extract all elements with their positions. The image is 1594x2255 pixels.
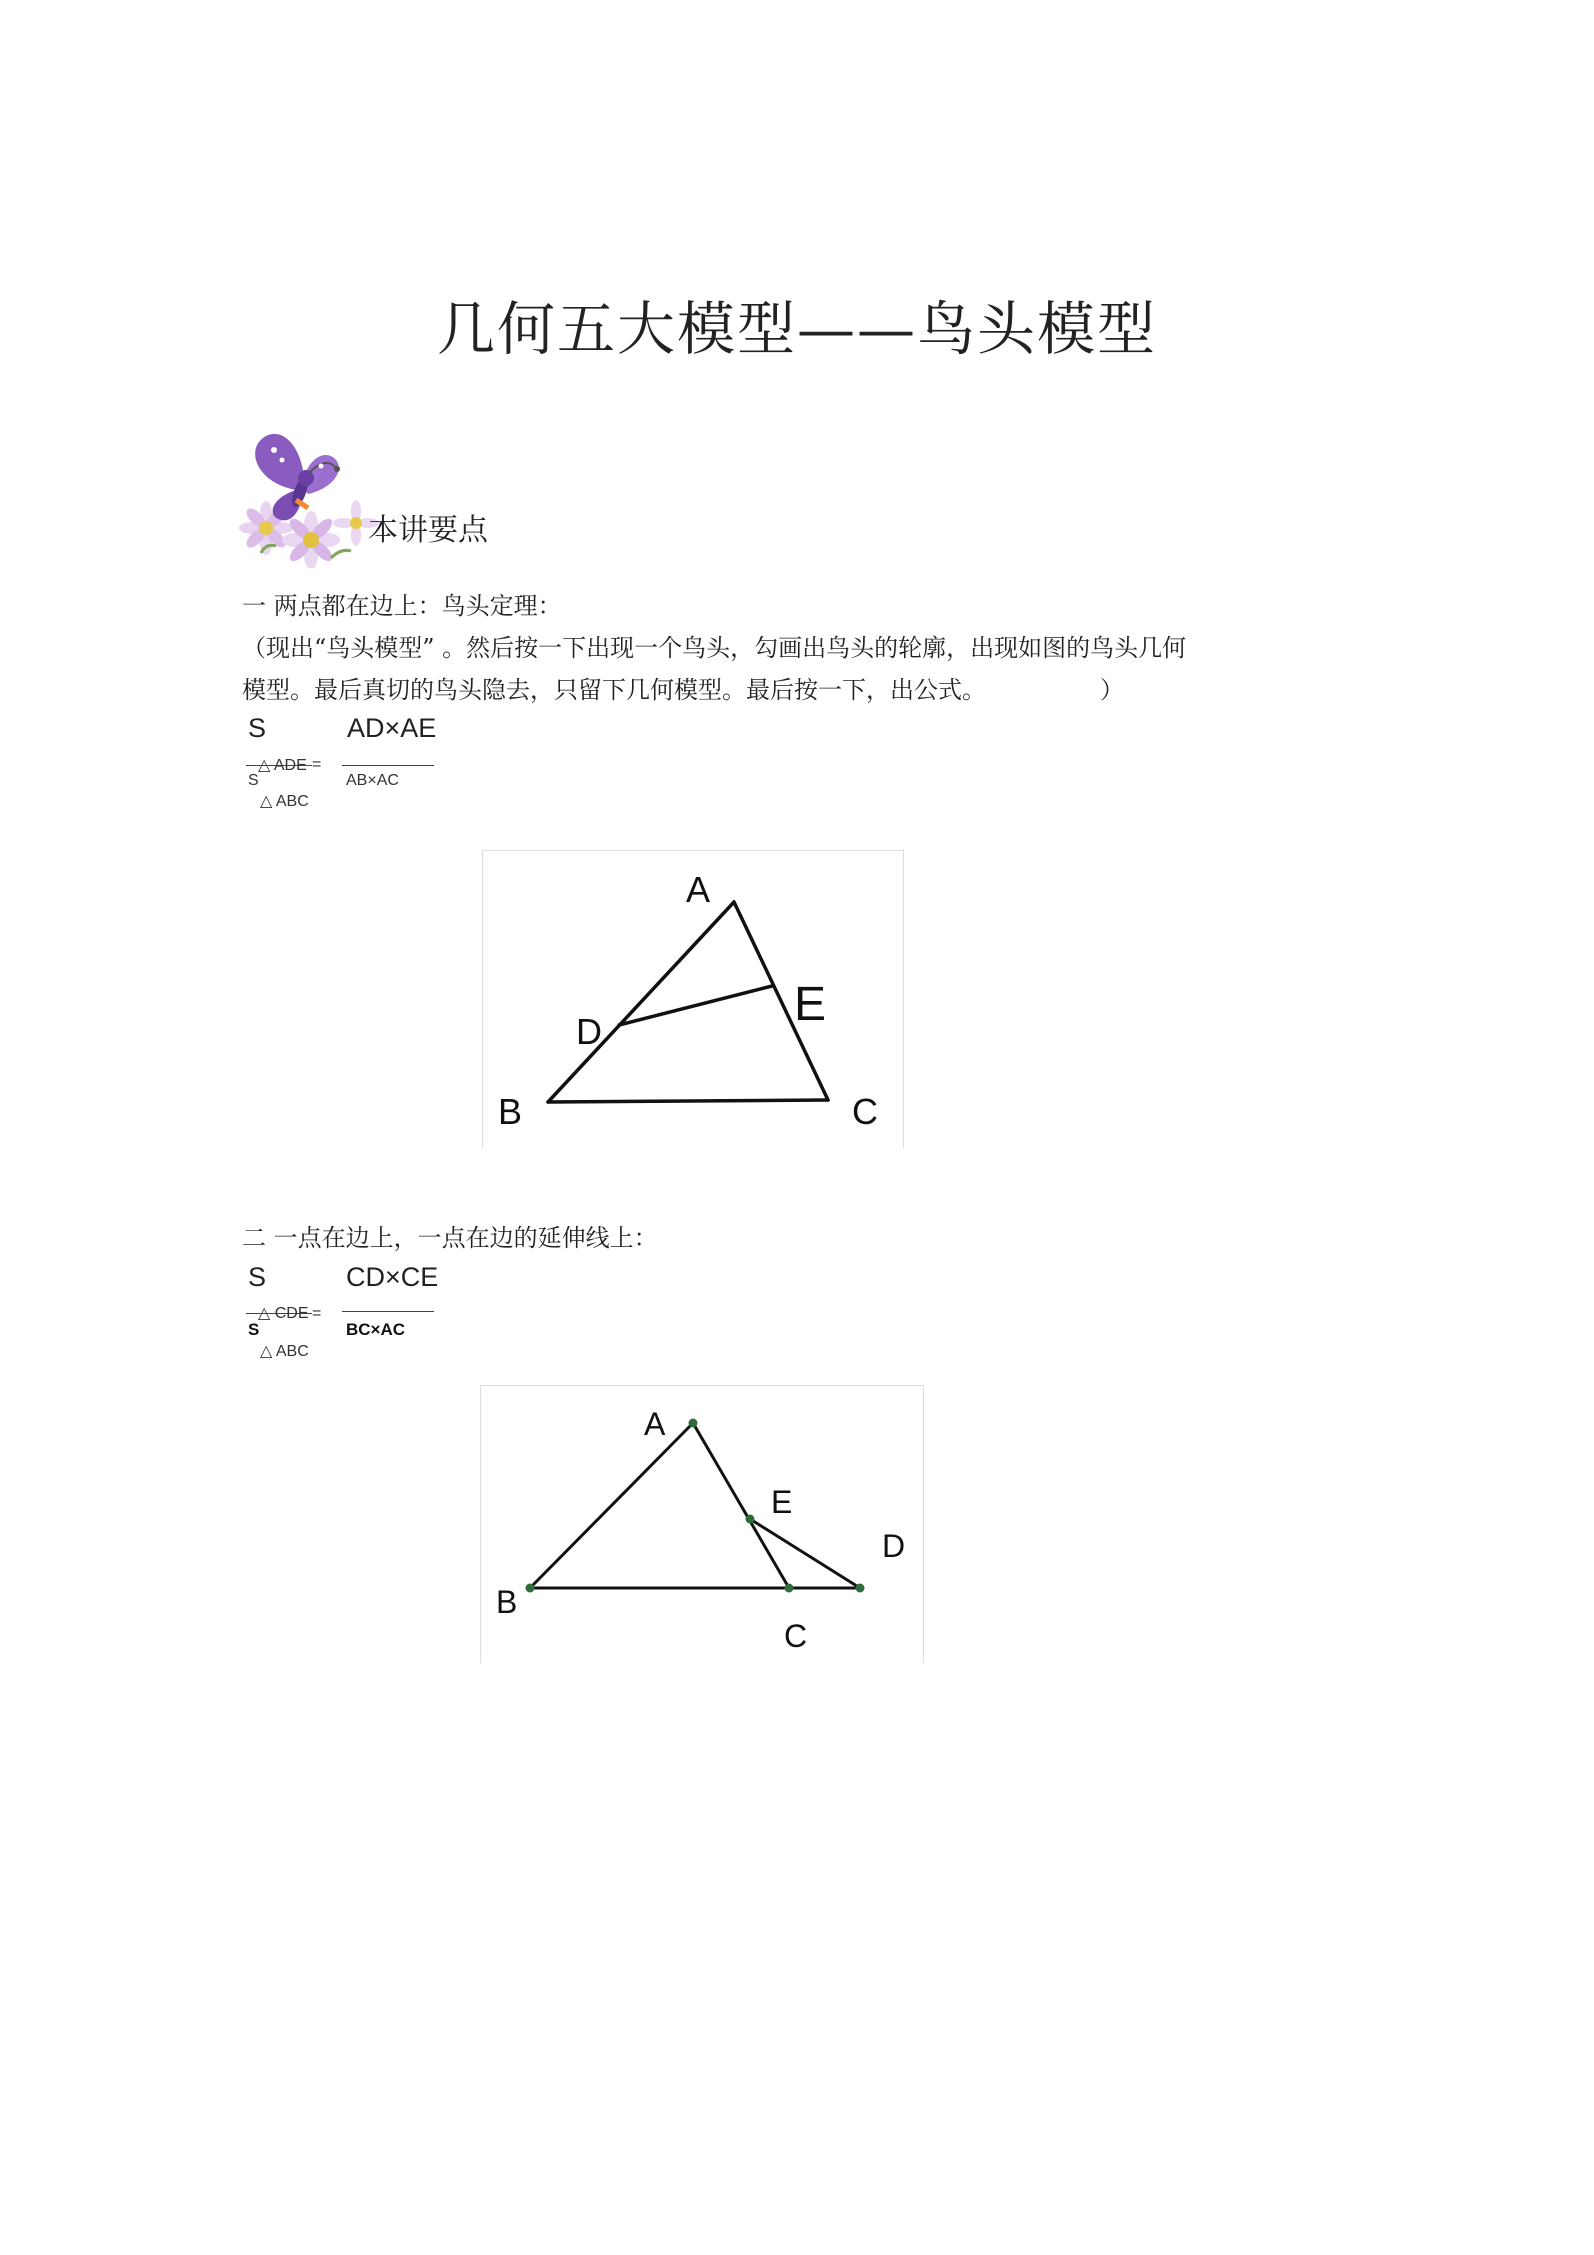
formula1-sub-bottom: △ ABC (260, 793, 309, 810)
formula1-sub-top: △ ADE (258, 757, 307, 774)
figure1-label-d: D (576, 1011, 602, 1052)
formula2-equals: = (312, 1305, 322, 1322)
section-heading: 本讲要点 (368, 513, 488, 548)
figure2-lines (530, 1423, 860, 1588)
part1-note-close: ） (1100, 676, 1124, 704)
formula1-fraction-bar (342, 765, 434, 766)
figure1-label-c: C (852, 1091, 878, 1132)
figure2-point-d (856, 1584, 865, 1593)
formula2-s-bottom: S (248, 1320, 260, 1339)
formula1-denominator: AB×AC (346, 772, 399, 789)
formula2-denominator: BC×AC (346, 1320, 406, 1339)
figure2-side-ab (530, 1423, 693, 1588)
figure2-triangle (480, 1385, 924, 1663)
formula2-sub-bottom: △ ABC (260, 1343, 309, 1360)
figure2-label-a: A (644, 1406, 666, 1442)
figure1-label-a: A (686, 869, 711, 910)
figure1-label-b: B (498, 1091, 523, 1132)
figure2-segment-ed (750, 1519, 860, 1588)
part1-heading: 一 两点都在边上：鸟头定理： (242, 592, 562, 620)
figure2-point-c (785, 1584, 794, 1593)
formula1-s-top: S (248, 713, 267, 743)
formula1-s-bottom: S (248, 772, 259, 789)
figure2-point-e (746, 1515, 755, 1524)
formula1-equals: = (312, 756, 322, 773)
figure1-side-bc (548, 1100, 828, 1102)
figure2-label-c: C (784, 1618, 808, 1654)
part1-note-line1: （现出“鸟头模型” 。然后按一下出现一个鸟头，勾画出鸟头的轮廓，出现如图的鸟头几何 (242, 634, 1187, 662)
formula2-s-top: S (248, 1262, 267, 1292)
figure1-triangle (482, 850, 904, 1148)
figure1-lines (548, 902, 828, 1102)
figure2-point-a (689, 1419, 698, 1428)
figure2-label-e: E (771, 1484, 793, 1520)
figure2-label-d: D (882, 1528, 906, 1564)
formula2-fraction-bar (342, 1311, 434, 1312)
part1-note-line2: 模型。最后真切的鸟头隐去，只留下几何模型。最后按一下，出公式。 (242, 676, 986, 704)
part2-heading: 二 一点在边上，一点在边的延伸线上： (242, 1224, 658, 1252)
figure1-segment-de (619, 986, 772, 1025)
page-title: 几何五大模型——鸟头模型 (436, 295, 1157, 363)
figure2-points (526, 1419, 865, 1593)
formula1-numerator: AD×AE (347, 713, 437, 743)
formula2-numerator: CD×CE (346, 1262, 439, 1292)
figure2-point-b (526, 1584, 535, 1593)
butterfly-flowers-icon (236, 428, 386, 568)
formula2-sub-top: △ CDE (258, 1305, 309, 1322)
figure1-label-e: E (794, 978, 827, 1031)
figure2-label-b: B (496, 1584, 518, 1620)
